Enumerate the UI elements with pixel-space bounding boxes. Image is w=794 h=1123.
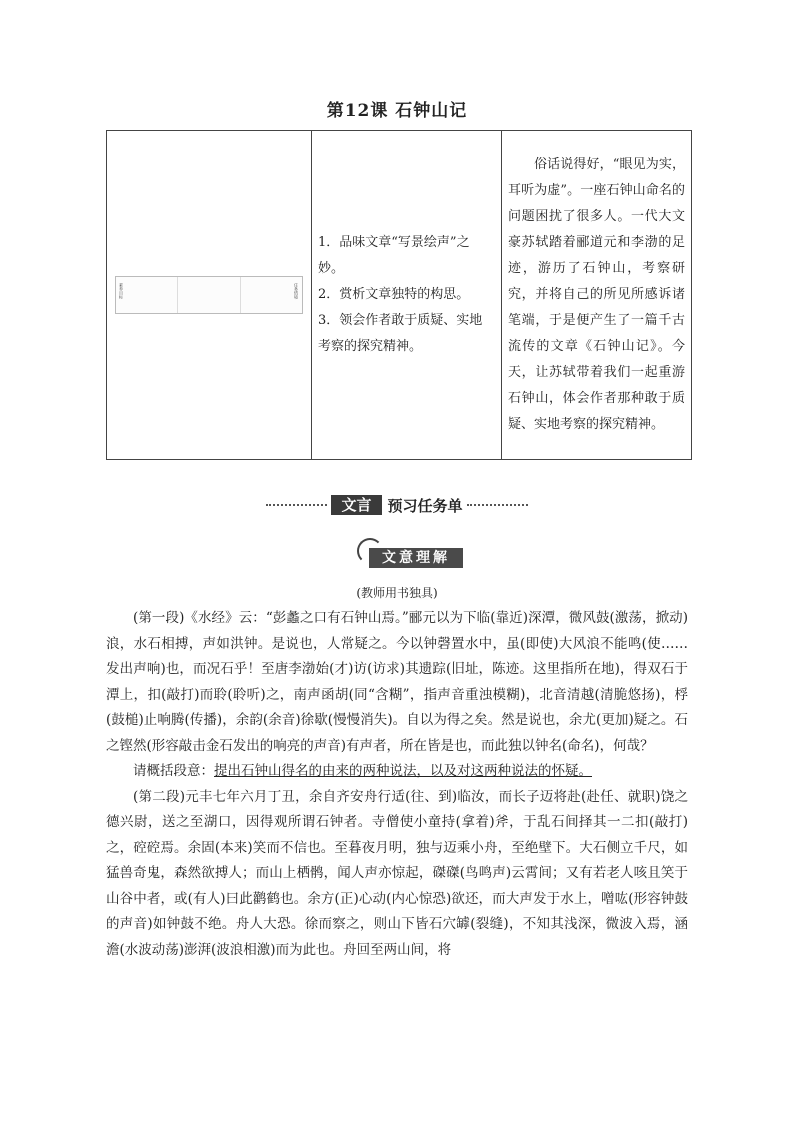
intro-text: 俗话说得好，“眼见为实，耳听为虚”。一座石钟山命名的问题困扰了很多人。一代大文豪苏轼踏着郦道元和李渤的足迹，游历了石钟山，考察研究，并将自己的所见所感诉诸笔端，于是便产生了一篇千古流传的文章《石钟山记》。今天，让苏轼带着我们一起重游石钟山，体会作者那种敢于质疑、实地考察的探究精神。: [508, 157, 685, 432]
paragraph-1: (第一段)《水经》云：“彭蠡之口有石钟山焉。”郦元以为下临(靠近)深潭，微风鼓(激荡，掀动)浪，水石相搏，声如洪钟。是说也，人常疑之。今以钟磬置水中，虽(即使)大风浪不能鸣(使……发出声响)也，而况石乎！至唐李渤始(才)访(访求)其遗踪(旧址，陈迹。这里指所在地)，得双石于潭上，扣(敲打)而聆(聆听)之，南声函胡(同“含糊”，指声音重浊模糊)，北音清越(清脆悠扬)，桴(鼓槌)止响腾(传播)，余韵(余音)徐歇(慢慢消失)。自以为得之矣。然是说也，余尤(更加)疑之。石之铿然(形容敲击金石发出的响亮的声音)有声者，所在皆是也，而此独以钟名(命名)，何哉？: [106, 610, 688, 754]
prompt-answer: 提出石钟山得名的由来的两种说法，以及对这两种说法的怀疑。: [214, 763, 592, 779]
mini-document-thumbnail: [115, 276, 303, 314]
text-body: [106, 606, 688, 963]
goal-item: 1．品味文章“写景绘声”之妙。: [318, 235, 470, 276]
prompt-question: 请概括段意：: [133, 763, 214, 779]
subsection-label: 文意理解: [369, 548, 463, 568]
paragraph-2: (第二段)元丰七年六月丁丑，余自齐安舟行适(往、到)临汝，而长子迈将赴(赴任、就职)饶之德兴尉，送之至湖口，因得观所谓石钟者。寺僧使小童持(拿着)斧，于乱石间择其一二扣(敲打)之，硿硿焉。余固(本来)笑而不信也。至暮夜月明，独与迈乘小舟，至绝壁下。大石侧立千尺，如猛兽奇鬼，森然欲搏人；而山上栖鹘，闻人声亦惊起，磔磔(鸟鸣声)云霄间；又有若老人咳且笑于山谷中者，或(有人)曰此鹳鹤也。余方(正)心动(内心惊恐)欲还，而大声发于水上，噌吰(形容钟鼓的声音)如钟鼓不绝。舟人大恐。徐而察之，则山下皆石穴罅(裂缝)，不知其浅深，微波入焉，涵澹(水波动荡)澎湃(波浪相激)而为此也。舟回至两山间，将: [106, 788, 688, 958]
goal-item: 2．赏析文章独特的构思。: [318, 287, 470, 302]
goals-cell: [312, 131, 502, 460]
goal-image-cell: [107, 131, 312, 460]
intro-table: [106, 130, 692, 460]
section-title: 预习任务单: [387, 496, 463, 515]
lesson-title: 第12课 石钟山记: [326, 101, 468, 121]
intro-cell: [502, 131, 692, 460]
summary-prompt: [106, 759, 688, 785]
section-badge: 文言: [331, 495, 381, 515]
teacher-note: (教师用书独具): [356, 586, 438, 600]
section-header: [262, 494, 532, 516]
dotted-rule-left: [266, 504, 327, 506]
mini-right-text: 任务情境: [293, 283, 299, 299]
dotted-rule-right: [467, 504, 528, 506]
mini-left-text: 素养目标: [119, 283, 124, 299]
goal-item: 3．领会作者敢于质疑、实地考察的探究精神。: [318, 313, 483, 354]
subsection-header: [355, 538, 465, 572]
